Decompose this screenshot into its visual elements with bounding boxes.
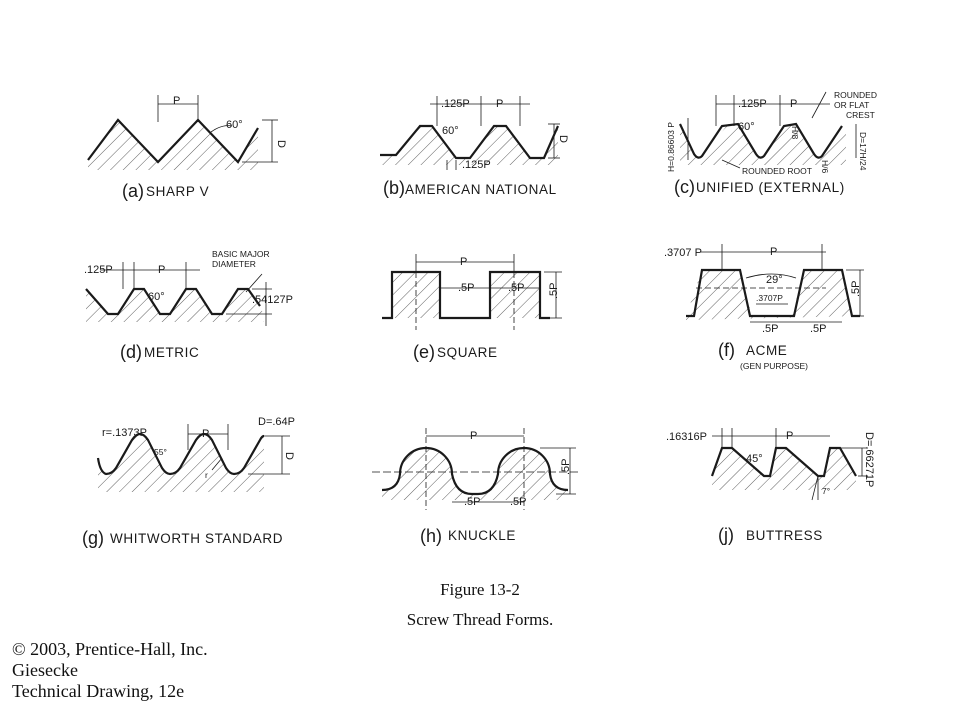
thread-profile bbox=[680, 124, 842, 158]
panel-letter: (d) bbox=[120, 342, 142, 362]
label-pitch: P bbox=[158, 264, 166, 276]
label-angle: 60° bbox=[442, 125, 459, 137]
label-angle: 60° bbox=[738, 121, 755, 133]
label-depth: D bbox=[275, 140, 287, 148]
book-title-line: Technical Drawing, 12e bbox=[12, 681, 185, 701]
thread-section-hatch bbox=[382, 272, 540, 318]
panel-acme bbox=[664, 244, 864, 371]
label-angle: 55° bbox=[154, 447, 167, 457]
panel-caption: UNIFIED (EXTERNAL) bbox=[696, 180, 845, 195]
label-depth: .54127P bbox=[252, 294, 293, 306]
label-depth: D=.66271P bbox=[863, 432, 875, 488]
label-flat: .125P bbox=[441, 98, 470, 110]
label-root-flat: .125P bbox=[462, 159, 491, 171]
thread-section-hatch bbox=[680, 124, 846, 165]
label-pitch: P bbox=[496, 98, 504, 110]
panel-letter: (e) bbox=[413, 342, 435, 362]
panel-caption: WHITWORTH STANDARD bbox=[110, 531, 284, 546]
label-flat: .125P bbox=[738, 98, 767, 110]
panel-caption: AMERICAN NATIONAL bbox=[405, 182, 557, 197]
label-angle: 29° bbox=[766, 274, 783, 286]
copyright-block bbox=[12, 639, 208, 702]
panel-letter: (h) bbox=[420, 526, 442, 546]
label-basic-major: BASIC MAJOR bbox=[212, 249, 270, 259]
label-pitch: P bbox=[770, 246, 778, 258]
label-angle: 60° bbox=[226, 119, 243, 131]
label-rounded-root: ROUNDED ROOT bbox=[742, 166, 812, 176]
label-or-flat: OR FLAT bbox=[834, 100, 870, 110]
copyright-line: © 2003, Prentice-Hall, Inc. bbox=[12, 639, 208, 659]
panel-knuckle bbox=[372, 428, 580, 546]
label-rounded: ROUNDED bbox=[834, 90, 877, 100]
label-h-over-6: H/6 bbox=[820, 160, 830, 174]
label-depth: D bbox=[557, 135, 569, 143]
panel-metric bbox=[84, 249, 293, 362]
label-r: r bbox=[205, 470, 208, 480]
leader-line bbox=[812, 92, 826, 118]
label-diameter: DIAMETER bbox=[212, 259, 256, 269]
thread-section-hatch bbox=[382, 448, 568, 500]
author-line: Giesecke bbox=[12, 660, 78, 680]
label-pitch: P bbox=[470, 430, 478, 442]
label-crest: CREST bbox=[846, 110, 875, 120]
label-flat: .3707 P bbox=[664, 247, 702, 259]
label-flat: .125P bbox=[84, 264, 113, 276]
panel-whitworth bbox=[82, 416, 295, 548]
label-pitch: P bbox=[790, 98, 798, 110]
panel-square bbox=[382, 254, 562, 362]
label-h-over-8: H/8 bbox=[790, 126, 800, 140]
panel-letter: (a) bbox=[122, 181, 144, 201]
panel-sharp-v bbox=[88, 95, 287, 201]
panel-american-national bbox=[380, 96, 569, 198]
label-height: H=0.86603 P bbox=[666, 122, 676, 172]
label-angle: 60° bbox=[148, 291, 165, 303]
panel-letter: (c) bbox=[674, 177, 695, 197]
label-pitch: P bbox=[202, 428, 210, 440]
panel-caption: ACME bbox=[746, 343, 788, 358]
label-depth-value: D=.64P bbox=[258, 416, 295, 428]
panel-caption: SQUARE bbox=[437, 345, 498, 360]
label-half-pitch: .5P bbox=[458, 282, 475, 294]
label-depth: .5P bbox=[560, 458, 572, 475]
panel-letter: (g) bbox=[82, 528, 104, 548]
label-pitch: P bbox=[173, 95, 181, 107]
panel-caption: KNUCKLE bbox=[448, 528, 516, 543]
label-root-flat: .3707P bbox=[756, 293, 783, 303]
thread-section-hatch bbox=[712, 448, 856, 490]
thread-section-hatch bbox=[98, 434, 264, 492]
label-radius: r=.1373P bbox=[102, 427, 147, 439]
label-half-pitch: .5P bbox=[810, 323, 827, 335]
label-half-pitch: .5P bbox=[508, 282, 525, 294]
label-flank-angle: 7° bbox=[822, 486, 831, 496]
figure-title: Figure 13-2 bbox=[440, 580, 520, 599]
panel-caption: SHARP V bbox=[146, 184, 210, 199]
panel-letter: (f) bbox=[718, 340, 735, 360]
label-depth: .5P bbox=[548, 282, 560, 299]
label-depth: D=17H/24 bbox=[858, 132, 868, 171]
label-half-pitch: .5P bbox=[464, 496, 481, 508]
label-pitch: P bbox=[786, 430, 794, 442]
label-depth: .5P bbox=[850, 280, 862, 297]
figure-subtitle: Screw Thread Forms. bbox=[406, 610, 554, 629]
panel-letter: (b) bbox=[383, 178, 405, 198]
label-half-pitch: .5P bbox=[762, 323, 779, 335]
panel-caption: METRIC bbox=[144, 345, 200, 360]
panel-caption: BUTTRESS bbox=[746, 528, 823, 543]
label-angle: 45° bbox=[746, 453, 763, 465]
label-flat: .16316P bbox=[666, 431, 707, 443]
label-depth: D bbox=[283, 452, 295, 460]
label-pitch: P bbox=[460, 256, 468, 268]
panel-letter: (j) bbox=[718, 525, 734, 545]
panel-subcaption: (GEN PURPOSE) bbox=[740, 361, 809, 371]
panel-unified-external bbox=[666, 90, 877, 197]
label-half-pitch: .5P bbox=[510, 496, 527, 508]
panel-buttress bbox=[666, 428, 875, 545]
